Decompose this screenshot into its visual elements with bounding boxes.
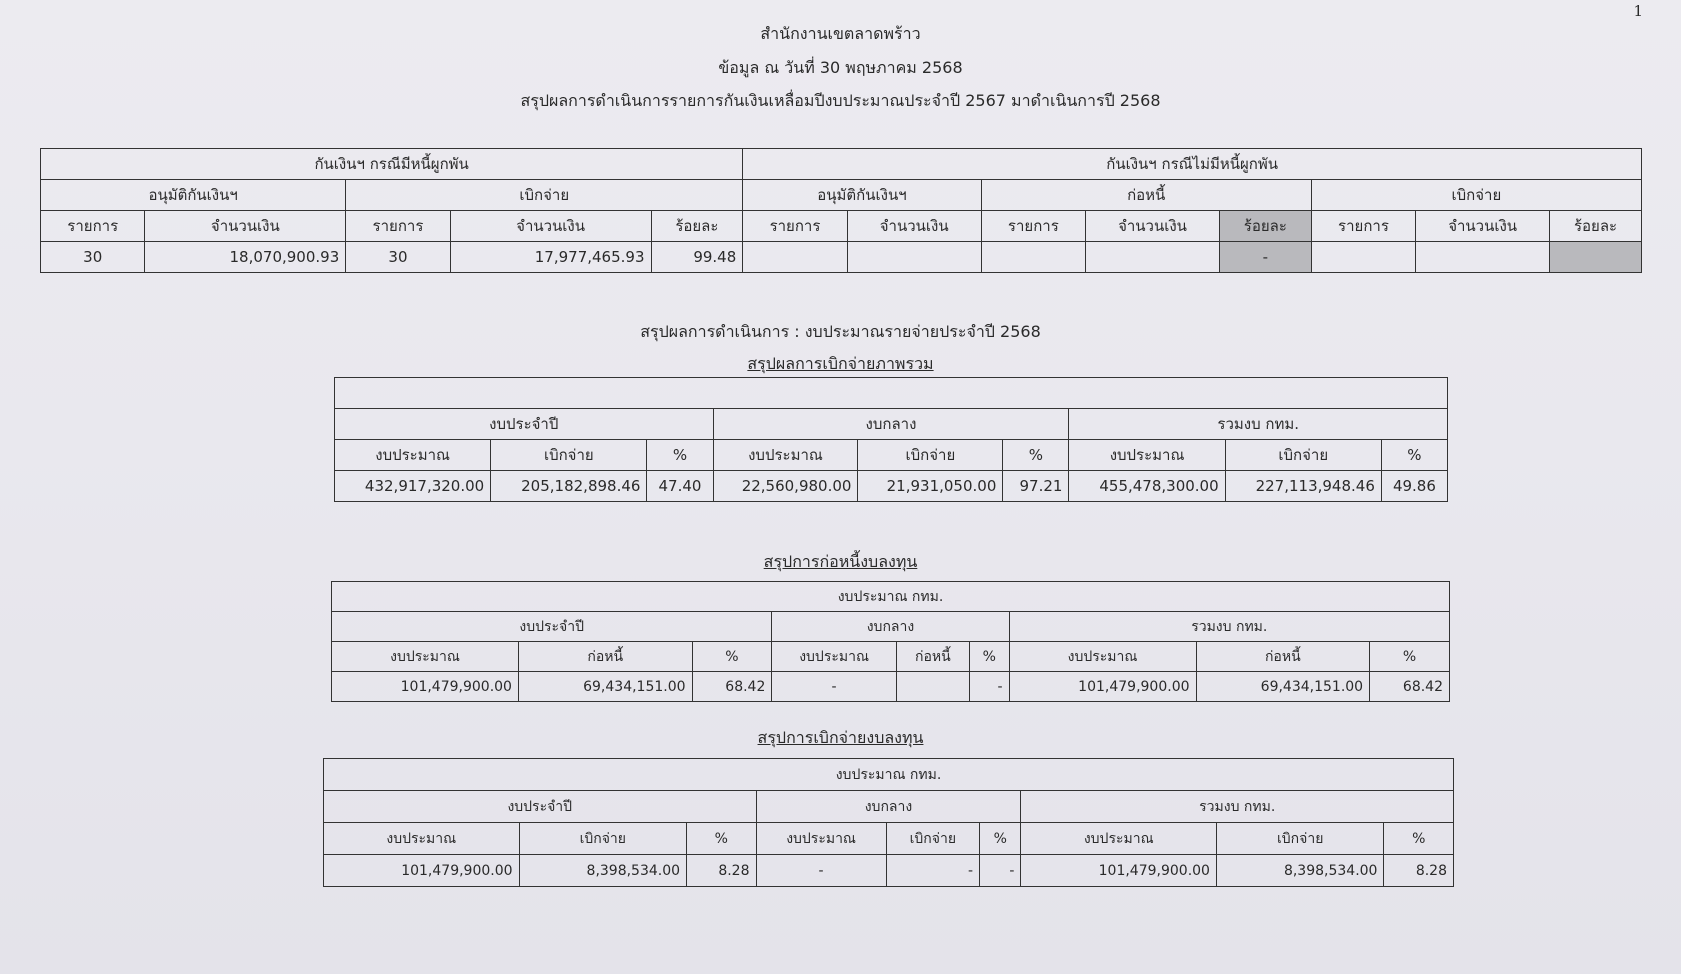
col-percent: % — [969, 642, 1009, 672]
disbursed-percent-value: 99.48 — [651, 242, 743, 273]
capital-disburse-title: สรุปการเบิกจ่ายงบลงทุน — [757, 728, 924, 747]
col-budget: งบประมาณ — [713, 440, 858, 471]
empty-header-row — [335, 378, 1448, 409]
summary-title: สรุปผลการดำเนินการรายการกันเงินเหลื่อมปีงบประมาณประจำปี 2567 มาดำเนินการปี 2568 — [520, 91, 1161, 110]
empty-cell — [847, 242, 981, 273]
annual-header: งบประจำปี — [324, 791, 757, 823]
total-pct-value: 8.28 — [1384, 855, 1454, 887]
col-budget: งบประมาณ — [772, 642, 896, 672]
central-pct-value: - — [969, 672, 1009, 702]
total-committed-value: 69,434,151.00 — [1196, 672, 1370, 702]
col-percent: % — [647, 440, 713, 471]
col-percent: % — [980, 823, 1021, 855]
table-row — [324, 855, 1454, 887]
col-percent: % — [1384, 823, 1454, 855]
reserve-table — [40, 148, 1642, 273]
bma-budget-header: งบประมาณ กทม. — [332, 582, 1450, 612]
col-items: รายการ — [981, 211, 1085, 242]
group-with-obligation: กันเงินฯ กรณีมีหนี้ผูกพัน — [41, 149, 743, 180]
approved-reserve-header: อนุมัติกันเงินฯ — [41, 180, 346, 211]
col-items: รายการ — [346, 211, 450, 242]
disbursed-header: เบิกจ่าย — [346, 180, 743, 211]
capital-commit-title: สรุปการก่อหนี้งบลงทุน — [763, 552, 918, 571]
annual-budget-value: 432,917,320.00 — [335, 471, 491, 502]
data-date: ข้อมูล ณ วันที่ 30 พฤษภาคม 2568 — [718, 58, 963, 77]
col-budget: งบประมาณ — [332, 642, 519, 672]
annual-committed-value: 69,434,151.00 — [518, 672, 692, 702]
central-pct-value: 97.21 — [1003, 471, 1069, 502]
col-percent: % — [1381, 440, 1447, 471]
total-budget-value: 101,479,900.00 — [1021, 855, 1217, 887]
annual-header: งบประจำปี — [335, 409, 714, 440]
col-percent: % — [692, 642, 772, 672]
empty-cell — [743, 242, 847, 273]
col-committed: ก่อหนี้ — [896, 642, 969, 672]
col-budget: งบประมาณ — [335, 440, 491, 471]
central-header: งบกลาง — [772, 612, 1009, 642]
office-name: สำนักงานเขตลาดพร้าว — [760, 24, 921, 43]
disbursed-header-2: เบิกจ่าย — [1311, 180, 1641, 211]
annual-disbursed-value: 8,398,534.00 — [519, 855, 687, 887]
col-disbursed: เบิกจ่าย — [519, 823, 687, 855]
disbursed-amount-value: 17,977,465.93 — [450, 242, 651, 273]
committed-header: ก่อหนี้ — [981, 180, 1311, 211]
approved-items-value: 30 — [41, 242, 145, 273]
col-percent: ร้อยละ — [651, 211, 743, 242]
empty-cell — [896, 672, 969, 702]
annual-pct-value: 8.28 — [687, 855, 756, 887]
annual-disbursed-value: 205,182,898.46 — [491, 471, 647, 502]
empty-cell — [1311, 242, 1415, 273]
col-percent: % — [687, 823, 756, 855]
capital-disburse-table — [323, 758, 1454, 887]
total-pct-value: 68.42 — [1370, 672, 1450, 702]
approved-reserve-header-2: อนุมัติกันเงินฯ — [743, 180, 981, 211]
col-disbursed: เบิกจ่าย — [1225, 440, 1381, 471]
col-amount: จำนวนเงิน — [847, 211, 981, 242]
empty-cell — [981, 242, 1085, 273]
col-budget: งบประมาณ — [324, 823, 520, 855]
total-budget-value: 455,478,300.00 — [1069, 471, 1225, 502]
central-header: งบกลาง — [713, 409, 1069, 440]
empty-cell — [1550, 242, 1642, 273]
central-pct-value: - — [980, 855, 1021, 887]
col-amount: จำนวนเงิน — [145, 211, 346, 242]
col-committed: ก่อหนี้ — [518, 642, 692, 672]
col-amount: จำนวนเงิน — [1416, 211, 1550, 242]
col-items: รายการ — [41, 211, 145, 242]
central-budget-value: - — [756, 855, 886, 887]
col-percent: ร้อยละ — [1219, 211, 1311, 242]
col-disbursed: เบิกจ่าย — [1216, 823, 1384, 855]
central-disbursed-value: 21,931,050.00 — [858, 471, 1003, 502]
central-budget-value: - — [772, 672, 896, 702]
col-percent: % — [1370, 642, 1450, 672]
table-row — [41, 242, 1642, 273]
col-disbursed: เบิกจ่าย — [886, 823, 979, 855]
col-budget: งบประมาณ — [1021, 823, 1217, 855]
total-disbursed-value: 8,398,534.00 — [1216, 855, 1384, 887]
central-budget-value: 22,560,980.00 — [713, 471, 858, 502]
col-items: รายการ — [743, 211, 847, 242]
annual-pct-value: 47.40 — [647, 471, 713, 502]
col-percent: ร้อยละ — [1550, 211, 1642, 242]
page-number: 1 — [1633, 2, 1643, 20]
table-row — [335, 471, 1448, 502]
central-header: งบกลาง — [756, 791, 1021, 823]
col-budget: งบประมาณ — [756, 823, 886, 855]
total-pct-value: 49.86 — [1381, 471, 1447, 502]
col-items: รายการ — [1311, 211, 1415, 242]
col-amount: จำนวนเงิน — [450, 211, 651, 242]
table-row — [332, 672, 1450, 702]
annual-budget-value: 101,479,900.00 — [332, 672, 519, 702]
overall-title: สรุปผลการเบิกจ่ายภาพรวม — [747, 354, 934, 373]
col-budget: งบประมาณ — [1009, 642, 1196, 672]
bma-budget-header: งบประมาณ กทม. — [324, 759, 1454, 791]
empty-cell — [1416, 242, 1550, 273]
approved-amount-value: 18,070,900.93 — [145, 242, 346, 273]
group-without-obligation: กันเงินฯ กรณีไม่มีหนี้ผูกพัน — [743, 149, 1642, 180]
col-disbursed: เบิกจ่าย — [491, 440, 647, 471]
total-header: รวมงบ กทม. — [1009, 612, 1449, 642]
annual-pct-value: 68.42 — [692, 672, 772, 702]
col-budget: งบประมาณ — [1069, 440, 1225, 471]
annual-budget-value: 101,479,900.00 — [324, 855, 520, 887]
total-header: รวมงบ กทม. — [1069, 409, 1448, 440]
col-amount: จำนวนเงิน — [1086, 211, 1220, 242]
section2-title: สรุปผลการดำเนินการ : งบประมาณรายจ่ายประจำปี 2568 — [640, 322, 1041, 341]
central-disbursed-value: - — [886, 855, 979, 887]
total-disbursed-value: 227,113,948.46 — [1225, 471, 1381, 502]
total-header: รวมงบ กทม. — [1021, 791, 1454, 823]
col-disbursed: เบิกจ่าย — [858, 440, 1003, 471]
col-percent: % — [1003, 440, 1069, 471]
committed-percent-value: - — [1219, 242, 1311, 273]
total-budget-value: 101,479,900.00 — [1009, 672, 1196, 702]
disbursed-items-value: 30 — [346, 242, 450, 273]
empty-cell — [1086, 242, 1220, 273]
annual-header: งบประจำปี — [332, 612, 772, 642]
overall-table — [334, 377, 1448, 502]
col-committed: ก่อหนี้ — [1196, 642, 1370, 672]
capital-commit-table — [331, 581, 1450, 702]
